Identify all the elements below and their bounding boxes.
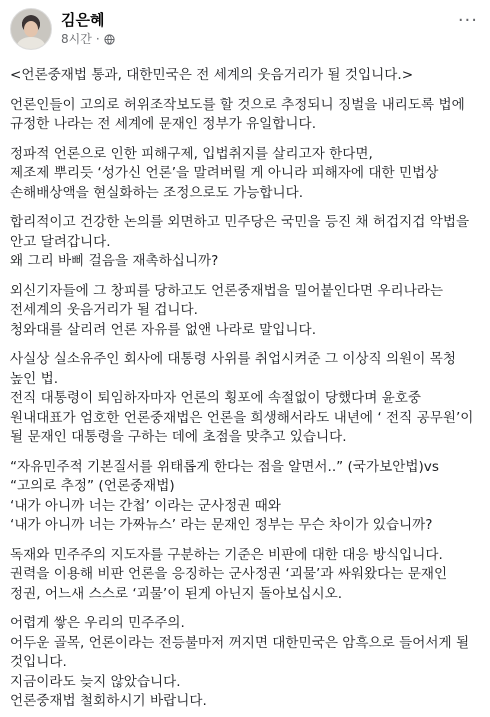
post-text-line: <언론중재법 통과, 대한민국은 전 세계의 웃음거리가 될 것입니다.>	[10, 67, 414, 83]
post-text-line: 정파적 언론으로 인한 피해구제, 입법취지를 살리고자 한다면,	[10, 145, 373, 162]
post-paragraph	[10, 66, 480, 86]
post-text-line: 언론인들이 고의로 허위조작보도를 할 것으로 추정되니 징벌을 내리도록 법에 규정한 나라는 전 세계에 문재인 정부가 유일합니다.	[10, 96, 470, 132]
globe-icon[interactable]	[104, 34, 115, 45]
post-text-line: 합리적이고 건강한 논의를 외면하고 민주당은 국민을 등진 채 허겁지겁 악법을 안고 달려갑니다.	[10, 214, 474, 250]
post-paragraph	[10, 546, 480, 605]
post-text-line: 독재와 민주주의 지도자를 구분하는 기준은 비판에 대한 대응 방식입니다.	[10, 546, 443, 563]
post-text-line: “자유민주적 기본질서를 위태롭게 한다는 점을 알면서..” (국가보안법)vs “고의로 추정” (언론중재법)	[10, 458, 444, 494]
post-timestamp[interactable]: 8시간	[61, 32, 92, 46]
author-name[interactable]: 김은혜	[61, 11, 105, 29]
post-text-line: 어두운 골목, 언론이라는 전등불마저 꺼지면 대한민국은 암흑으로 들어서게 될 것입니다.	[10, 634, 474, 670]
separator-dot: ·	[95, 32, 100, 46]
post-body	[10, 66, 480, 712]
post-text-line: 제조제 뿌리듯 ‘성가신 언론’을 말려버릴 게 아니라 피해자에 대한 민법상 손해배상액을 현실화하는 조정으로도 가능합니다.	[10, 165, 443, 201]
post-paragraph	[10, 96, 480, 135]
post-paragraph	[10, 458, 480, 536]
post-text-line: 청와대를 살리려 언론 자유를 없앤 나라로 말입니다.	[10, 321, 317, 338]
post-paragraph	[10, 350, 480, 448]
post-text-line: 언론중재법 철회하시기 바랍니다.	[10, 693, 207, 709]
post-text-line: 지금이라도 늦지 않았습니다.	[10, 673, 181, 690]
post-text-line: 외신기자들에 그 창피를 당하고도 언론중재법을 밀어붙인다면 우리나라는 전세계의 웃음거리가 될 겁니다.	[10, 282, 448, 318]
post-meta	[61, 11, 115, 47]
post-text-line: 사실상 실소유주인 회사에 대통령 사위를 취업시켜준 그 이상직 의원이 목청 높인 법.	[10, 351, 461, 387]
post-header	[10, 6, 480, 52]
post-text-line: 왜 그리 바삐 걸음을 재촉하십니까?	[10, 253, 219, 269]
post-text-line: 전직 대통령이 퇴임하자마자 언론의 횡포에 속절없이 당했다며 윤호중 원내대표가 엄호한 언론중재법은 언론을 희생해서라도 내년에 ‘ 전직 공무원’이 될 문재인 대통령을 구하는 데에 초점을 맞추고 있습니다.	[10, 390, 478, 445]
post-text-line: 어렵게 쌓은 우리의 민주주의.	[10, 615, 185, 631]
more-options-icon[interactable]: ···	[457, 10, 478, 31]
post-paragraph	[10, 282, 480, 341]
author-avatar[interactable]	[10, 8, 52, 50]
post-paragraph	[10, 213, 480, 272]
post-text-line: ‘내가 아니까 너는 간첩’ 이라는 군사정권 때와	[10, 497, 281, 514]
post-text-line: 권력을 이용해 비판 언론을 응징하는 군사정권 ‘괴물’과 싸워왔다는 문재인 정권, 어느새 스스로 ‘괴물’이 된게 아닌지 돌아보십시오.	[10, 566, 452, 602]
post-paragraph	[10, 614, 480, 712]
post-text-line: ‘내가 아니까 너는 가짜뉴스’ 라는 문재인 정부는 무슨 차이가 있습니까?	[10, 517, 433, 533]
avatar-shirt	[17, 37, 45, 50]
avatar-face	[24, 21, 38, 37]
post-paragraph	[10, 145, 480, 204]
post-subline	[61, 31, 115, 47]
